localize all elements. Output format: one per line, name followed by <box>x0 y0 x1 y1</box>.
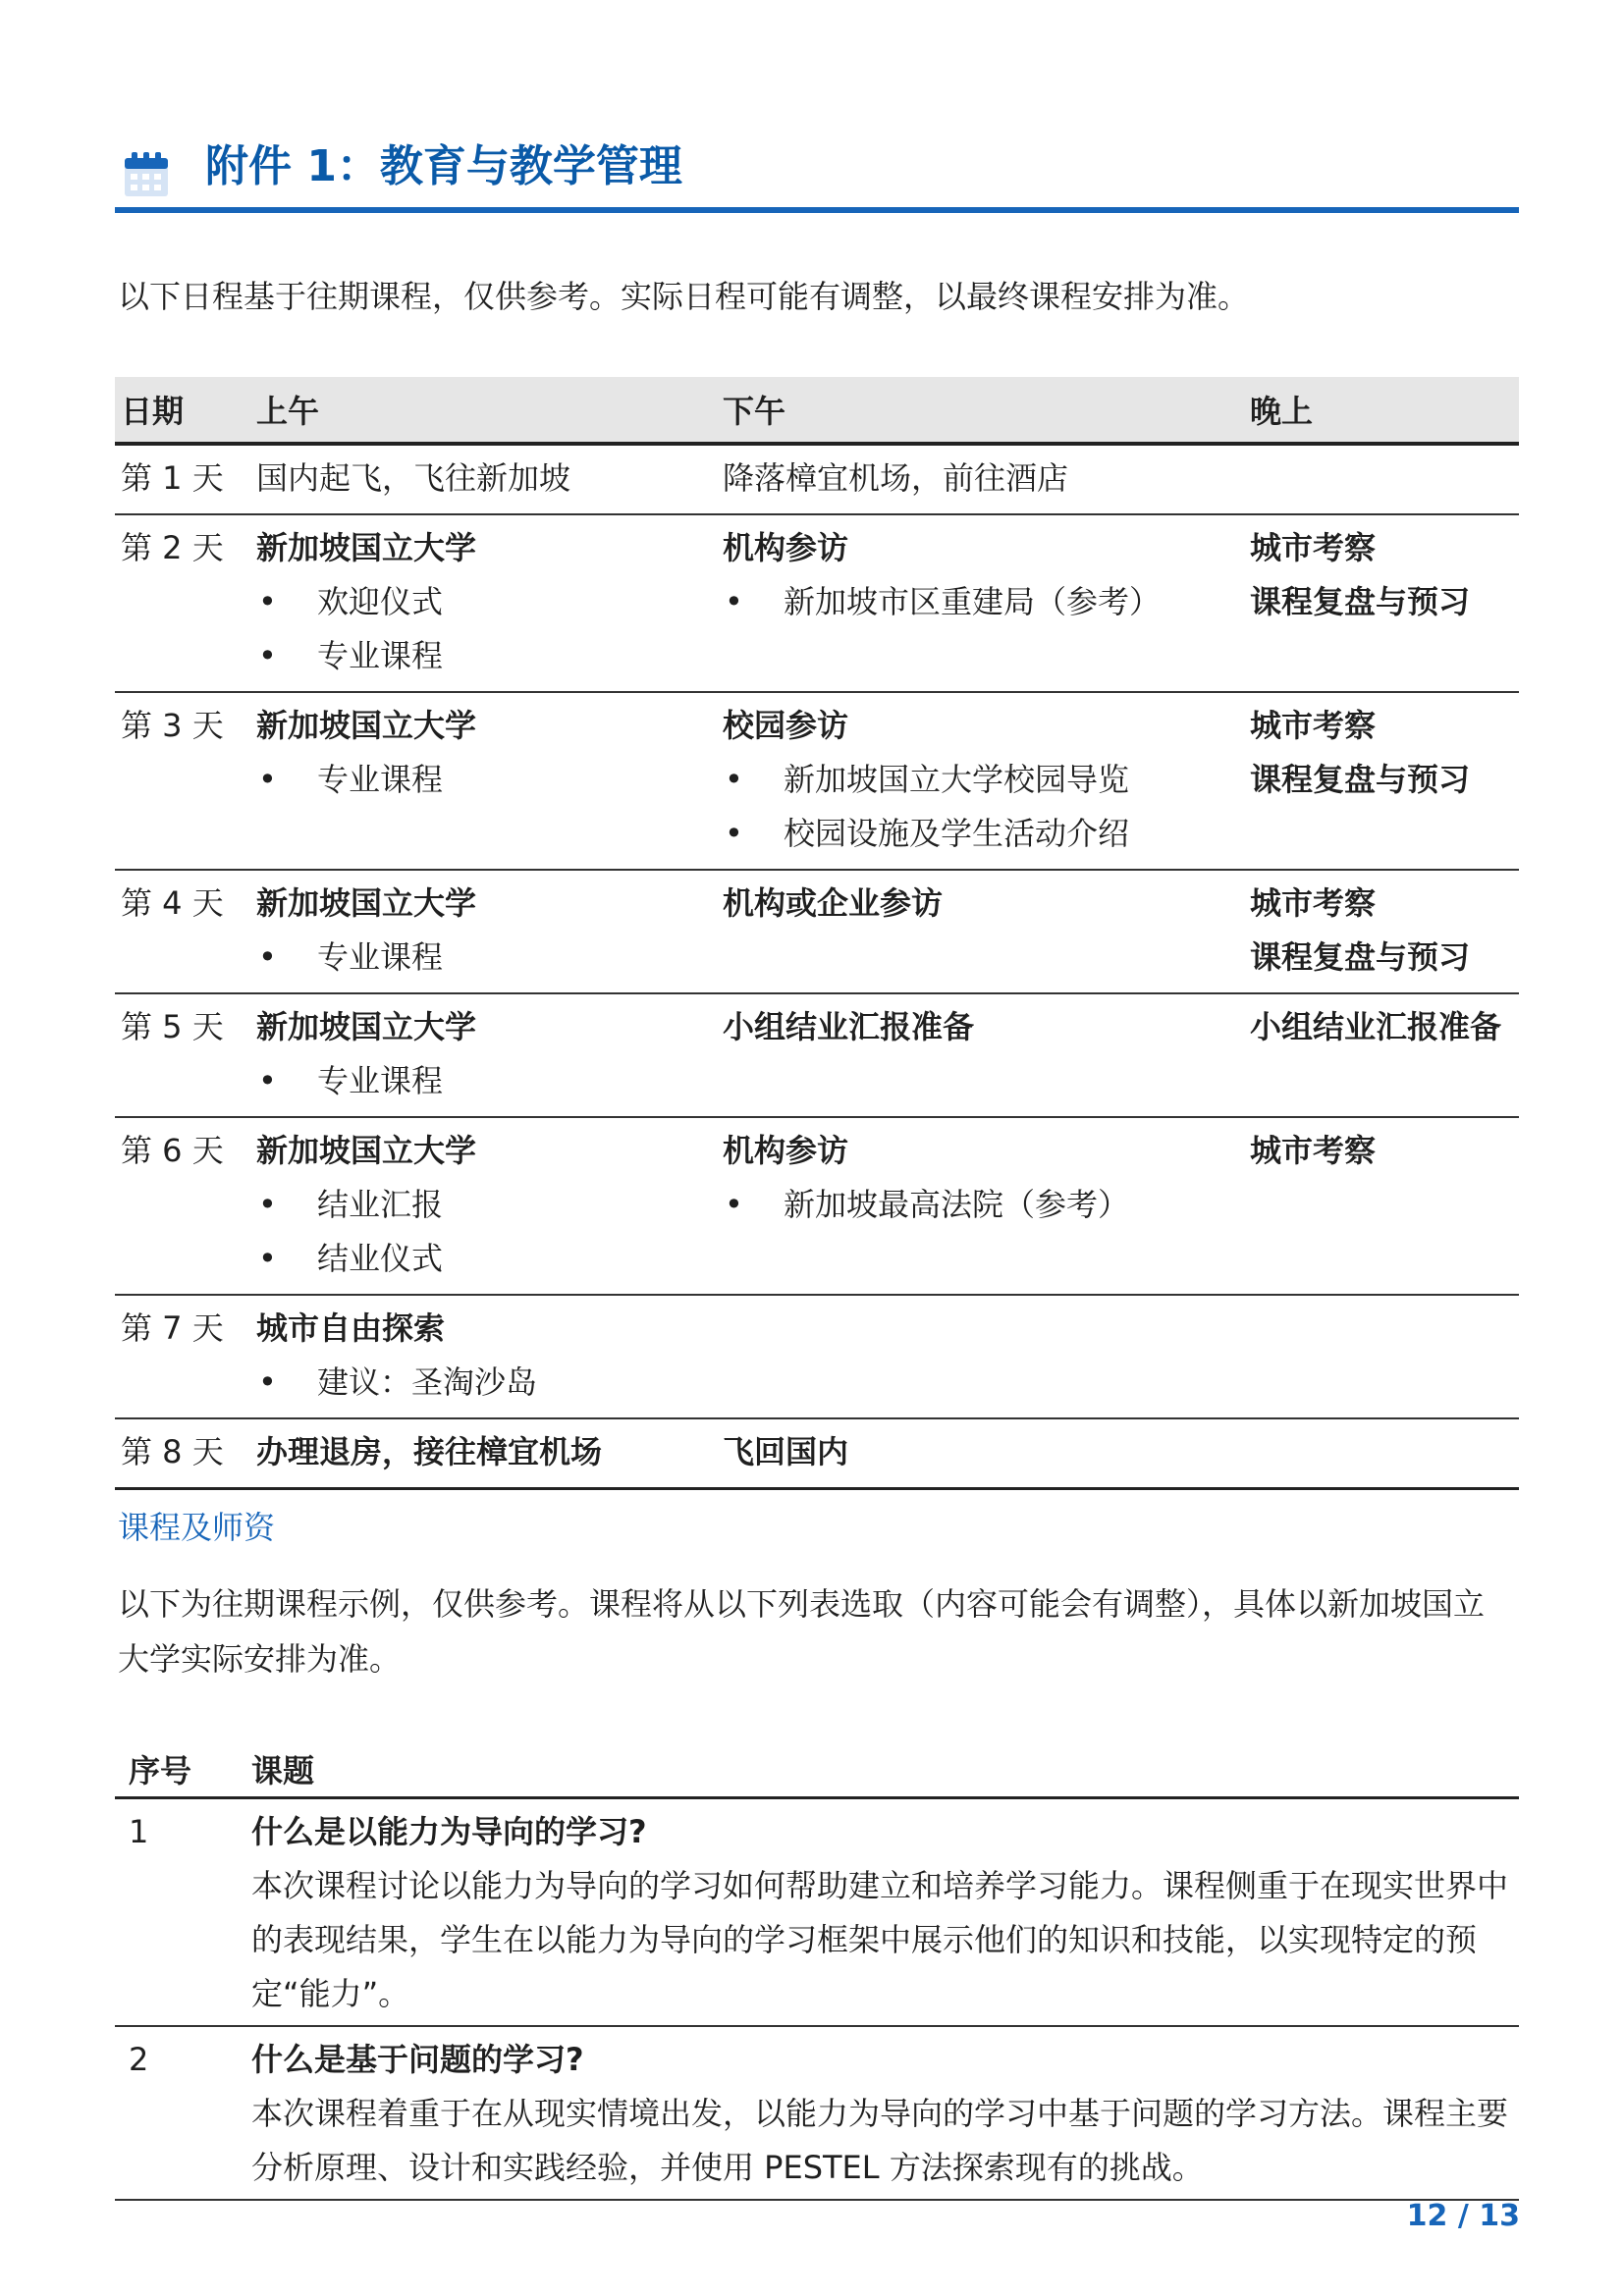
afternoon-cell <box>717 1117 1244 1295</box>
morning-cell <box>250 870 717 993</box>
list-item: • 专业课程 <box>256 629 717 683</box>
evening-cell <box>1244 514 1519 692</box>
day-cell: 第 5 天 <box>115 993 250 1117</box>
list-item: • 结业汇报 <box>256 1178 717 1232</box>
morning-cell <box>250 1295 717 1418</box>
day-cell: 第 3 天 <box>115 692 250 870</box>
evening-cell <box>1244 1418 1519 1489</box>
afternoon-list <box>723 575 1244 629</box>
evening-cell <box>1244 870 1519 993</box>
evening-cell <box>1244 1295 1519 1418</box>
day-cell: 第 1 天 <box>115 444 250 514</box>
evening-cell <box>1244 1117 1519 1295</box>
list-item: • 校园设施及学生活动介绍 <box>723 807 1244 861</box>
afternoon-title: 机构参访 <box>723 1132 849 1169</box>
courses-table <box>115 1741 1519 2201</box>
evening-cell <box>1244 993 1519 1117</box>
schedule-table <box>115 377 1519 1490</box>
morning-title: 新加坡国立大学 <box>256 707 477 744</box>
list-item: • 结业仪式 <box>256 1232 717 1286</box>
evening-activity: 课程复盘与预习 <box>1250 938 1471 976</box>
courses-intro: 以下为往期课程示例，仅供参考。课程将从以下列表选取（内容可能会有调整），具体以新加坡国立大学实际安排为准。 <box>118 1585 1486 1678</box>
list-item: • 欢迎仪式 <box>256 575 717 629</box>
afternoon-title: 机构或企业参访 <box>723 884 944 922</box>
course-row <box>115 1798 1519 2027</box>
list-item: • 专业课程 <box>256 753 717 807</box>
col-header-morning: 上午 <box>250 377 717 444</box>
morning-cell <box>250 1117 717 1295</box>
afternoon-cell <box>717 514 1244 692</box>
col-header-evening: 晚上 <box>1244 377 1519 444</box>
evening-activity: 课程复盘与预习 <box>1250 583 1471 620</box>
schedule-row <box>115 993 1519 1117</box>
morning-title: 新加坡国立大学 <box>256 884 477 922</box>
schedule-row <box>115 444 1519 514</box>
list-item: • 新加坡最高法院（参考） <box>723 1178 1244 1232</box>
morning-list <box>256 753 717 807</box>
morning-list <box>256 931 717 985</box>
afternoon-title: 降落樟宜机场，前往酒店 <box>723 459 1069 497</box>
morning-list <box>256 1178 717 1286</box>
course-row <box>115 2026 1519 2200</box>
schedule-row <box>115 1418 1519 1489</box>
course-cell <box>238 1798 1519 2027</box>
morning-cell <box>250 1418 717 1489</box>
evening-activity: 城市考察 <box>1250 884 1377 922</box>
afternoon-title: 校园参访 <box>723 707 849 744</box>
day-cell: 第 2 天 <box>115 514 250 692</box>
calendar-icon <box>123 151 170 198</box>
afternoon-list <box>723 1178 1244 1232</box>
col-header-date: 日期 <box>115 377 250 444</box>
courses-section-heading: 课程及师资 <box>118 1509 276 1546</box>
course-description: 本次课程讨论以能力为导向的学习如何帮助建立和培养学习能力。课程侧重于在现实世界中的表现结果，学生在以能力为导向的学习框架中展示他们的知识和技能，以实现特定的预定“能力”。 <box>251 1867 1509 2012</box>
schedule-intro: 以下日程基于往期课程，仅供参考。实际日程可能有调整，以最终课程安排为准。 <box>118 278 1250 315</box>
evening-activity: 小组结业汇报准备 <box>1250 1008 1502 1045</box>
evening-cell <box>1244 692 1519 870</box>
course-number: 2 <box>115 2026 238 2200</box>
afternoon-title: 小组结业汇报准备 <box>723 1008 975 1045</box>
page-title: 附件 1：教育与教学管理 <box>205 141 682 191</box>
course-number: 1 <box>115 1798 238 2027</box>
list-item: • 新加坡国立大学校园导览 <box>723 753 1244 807</box>
course-cell <box>238 2026 1519 2200</box>
morning-title: 城市自由探索 <box>256 1309 446 1347</box>
morning-list <box>256 575 717 683</box>
schedule-row <box>115 692 1519 870</box>
evening-activity: 城市考察 <box>1250 1132 1377 1169</box>
list-item: • 新加坡市区重建局（参考） <box>723 575 1244 629</box>
course-description: 本次课程着重于在从现实情境出发，以能力为导向的学习中基于问题的学习方法。课程主要分析原理、设计和实践经验，并使用 PESTEL 方法探索现有的挑战。 <box>251 2095 1509 2186</box>
schedule-row <box>115 1117 1519 1295</box>
schedule-row <box>115 1295 1519 1418</box>
course-title: 什么是以能力为导向的学习? <box>251 1813 647 1850</box>
schedule-row <box>115 514 1519 692</box>
evening-activity: 课程复盘与预习 <box>1250 761 1471 798</box>
morning-title: 新加坡国立大学 <box>256 1132 477 1169</box>
courses-header-row <box>115 1741 1519 1798</box>
day-cell: 第 6 天 <box>115 1117 250 1295</box>
morning-list <box>256 1054 717 1108</box>
morning-title: 新加坡国立大学 <box>256 529 477 566</box>
afternoon-title: 飞回国内 <box>723 1433 849 1470</box>
col-header-topic: 课题 <box>238 1741 1519 1798</box>
list-item: • 建议：圣淘沙岛 <box>256 1356 717 1410</box>
list-item: • 专业课程 <box>256 1054 717 1108</box>
morning-title: 新加坡国立大学 <box>256 1008 477 1045</box>
afternoon-cell <box>717 870 1244 993</box>
morning-cell <box>250 444 717 514</box>
morning-cell <box>250 692 717 870</box>
afternoon-list <box>723 753 1244 861</box>
evening-cell <box>1244 444 1519 514</box>
day-cell: 第 4 天 <box>115 870 250 993</box>
day-cell: 第 8 天 <box>115 1418 250 1489</box>
schedule-row <box>115 870 1519 993</box>
page-header <box>115 137 1519 212</box>
afternoon-cell <box>717 993 1244 1117</box>
afternoon-cell <box>717 1418 1244 1489</box>
afternoon-cell <box>717 692 1244 870</box>
course-title: 什么是基于问题的学习? <box>251 2041 584 2078</box>
morning-cell <box>250 514 717 692</box>
morning-cell <box>250 993 717 1117</box>
title-divider <box>115 207 1519 213</box>
schedule-header-row <box>115 377 1519 444</box>
afternoon-cell <box>717 1295 1244 1418</box>
col-header-afternoon: 下午 <box>717 377 1244 444</box>
col-header-number: 序号 <box>115 1741 238 1798</box>
list-item: • 专业课程 <box>256 931 717 985</box>
day-cell: 第 7 天 <box>115 1295 250 1418</box>
afternoon-cell <box>717 444 1244 514</box>
evening-activity: 城市考察 <box>1250 707 1377 744</box>
evening-activity: 城市考察 <box>1250 529 1377 566</box>
page-number: 12 / 13 <box>1406 2199 1520 2233</box>
morning-title: 办理退房，接往樟宜机场 <box>256 1433 603 1470</box>
morning-title: 国内起飞，飞往新加坡 <box>256 459 571 497</box>
morning-list <box>256 1356 717 1410</box>
afternoon-title: 机构参访 <box>723 529 849 566</box>
